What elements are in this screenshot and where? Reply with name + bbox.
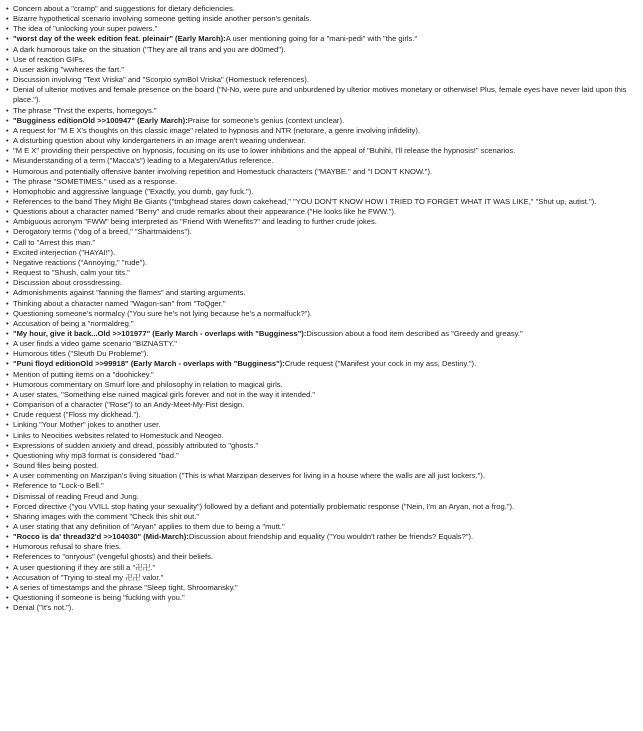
list-item [6,461,637,471]
list-item [6,75,637,85]
item-text: Thinking about a character named "Wagon-san" from "ToQger." [13,298,226,308]
list-item [6,522,637,532]
item-text: The phrase "Trvst the experts, homegoys." [13,105,157,115]
item-text: A dark humorous take on the situation ("They are all trans and you are d00med"). [13,44,286,54]
list-item [6,370,637,380]
list-item [6,563,637,573]
item-text: A user commenting on Marzipan's living situation ("This is what Marzipan deserves for living in a house where the walls are all just lockers."). [13,471,485,481]
item-text: Discussion involving "Text Vriska" and "Scorpio symBol Vriska" (Homestuck references). [13,75,309,85]
list-item [6,238,637,248]
item-text: Humorous and potentially offensive banter involving repetition and Homestuck characters ("MAYBE." and "I DON'T KNOW."). [13,166,433,176]
item-text: Call to "Arrest this man." [13,237,96,247]
item-text: References to the band They Might Be Giants ("tmbghead stares down cakehead," "YOU DON'T KNOW HOW I TRIED TO FORGET WHAT IT WAS LIKE," "Shut up, autist."). [13,196,597,206]
list-item [6,299,637,309]
item-text: A series of timestamps and the phrase "Sleep tight, Shroomansky." [13,582,238,592]
list-item [6,187,637,197]
item-text: A user questioning if they are still a "卍卍." [13,562,156,572]
list-item [6,248,637,258]
item-text: Denial ("It's not."). [13,603,74,613]
item-text: The idea of "unlocking your super powers." [13,24,158,34]
list-item [6,45,637,55]
item-text: References to "onryous" (vengeful ghosts) and their beliefs. [13,552,213,562]
item-text: Expressions of sudden anxiety and dread, possibly attributed to "ghosts." [13,440,259,450]
item-text: Reference to "Lock-o Bell." [13,481,104,491]
list-item [6,573,637,583]
list-item [6,380,637,390]
item-text: Accusation of "Trying to steal my 卍卍 valor." [13,572,164,582]
list-item [6,552,637,562]
list-item [6,431,637,441]
item-text: Links to Neocities websites related to Homestuck and Neogeo. [13,430,224,440]
list-item [6,268,637,278]
list-item [6,177,637,187]
item-text: Crude request ("Floss my dickhead."). [13,410,141,420]
list-item [6,542,637,552]
item-text: "M E X" providing their perspective on hypnosis, focusing on its use to lower inhibitions and the appeal of "Buhihi, I'll release the hypnosis!" scenarios. [13,146,516,156]
list-item [6,217,637,227]
item-text: Sound files being posted. [13,461,99,471]
list-item [6,532,637,542]
list-item [6,106,637,116]
list-item [6,197,637,207]
item-text: Humorous commentary on Smurf lore and philosophy in relation to magical girls. [13,379,283,389]
item-text: The phrase "SOMETIMES." used as a response. [13,176,178,186]
list-item [6,126,637,136]
list-item [6,339,637,349]
list-item [6,136,637,146]
item-text: Discussion about friendship and equality ("You wouldn't rather be friends? Equals?"). [188,532,474,542]
list-item [6,319,637,329]
thread-heading: "worst day of the week edition feat. pleinair" (Early March): [13,34,226,44]
list-item [6,167,637,177]
list-item [6,278,637,288]
item-text: Dismissal of reading Freud and Jung. [13,491,139,501]
item-text: Use of reaction GIFs. [13,54,85,64]
list-item [6,603,637,613]
list-item [6,441,637,451]
list-item [6,156,637,166]
thread-heading: "Rocco is da' thread32'd >>104030" (Mid-March): [13,532,189,542]
item-text: Questioning why mp3 format is considered "bad." [13,450,179,460]
item-text: Questioning if someone is being "fucking with you." [13,593,185,603]
item-text: A disturbing question about why kindergarteners in an image aren't wearing underwear. [13,136,306,146]
item-text: A user stating that any definition of "Aryan" applies to them due to being a "mutt." [13,521,285,531]
list-item [6,583,637,593]
list-item [6,451,637,461]
item-text: Bizarre hypothetical scenario involving someone getting inside another person's genitals. [13,14,312,24]
thread-heading: "Puni floyd editionOld >>99918" (Early March - overlaps with "Bugginess"): [13,359,285,369]
list-item [6,34,637,44]
list-item [6,258,637,268]
list-item [6,329,637,339]
list-item [6,4,637,14]
list-item [6,400,637,410]
list-item [6,359,637,369]
item-text: Discussion about a food item described as "Greedy and greasy." [306,329,523,338]
item-text: Forced directive ("you VVILL stop hating your sexuality") followed by a defiant and potentially problematic response ("Nein, I'm an Aryan, not a frog."). [13,501,515,511]
list-item [6,471,637,481]
item-text: Comparison of a character ("Rose") to an Andy-Meet-My-Fist design. [13,400,245,410]
item-text: Ambiguous acronym "FWW" being interpreted as "Friend With Wenefits?" and leading to further crude jokes. [13,217,377,227]
item-text: Negative reactions ("Annoying," "rude"). [13,257,148,267]
item-text: A request for "M E X's thoughts on this classic image" related to hypnosis and NTR (netorare, a genre involving infidelity). [13,125,420,135]
list-item [6,390,637,400]
list-item [6,410,637,420]
item-text: Humorous titles ("Sleuth Du Probleme"). [13,349,149,359]
item-text: Crude request ("Manifest your cock in my ass, Destiny."). [284,359,477,369]
list-item [6,492,637,502]
list-item [6,420,637,430]
thread-heading: "Bugginess editionOld >>100947" (Early March): [13,115,188,125]
list-item [6,207,637,217]
list-item [6,24,637,34]
item-text: Homophobic and aggressive language ("Exactly, you dumb, gay fuck."). [13,186,254,196]
item-text: Admonishments against "fanning the flames" and starting arguments. [13,288,246,298]
item-text: A user finds a video game scenario "BIZNASTY." [13,339,177,349]
item-text: Questions about a character named "Berry" and crude remarks about their appearance ("He looks like he FWW."). [13,207,397,217]
item-text: Misunderstanding of a term ("Macca's") leading to a Megaten/Atlus reference. [13,156,274,166]
list-item [6,227,637,237]
list-item [6,116,637,126]
item-text: Excited interjection ("HAYAI!"). [13,247,116,257]
summary-list [6,4,637,613]
list-item [6,512,637,522]
item-text: Discussion about crossdressing. [13,278,122,288]
item-text: Request to "Shush, calm your tits." [13,268,130,278]
list-item [6,14,637,24]
item-text: Concern about a "cramp" and suggestions for dietary deficiencies. [13,4,235,13]
item-text: A user asking "wwheres the fart." [13,64,124,74]
list-item [6,593,637,603]
item-text: Accusation of being a "normaldreg." [13,318,134,328]
list-item [6,502,637,512]
list-item [6,65,637,75]
item-text: A user mentioning going for a "mani-pedi" with "the girls." [225,34,418,44]
item-text: Linking "Your Mother" jokes to another user. [13,420,161,430]
item-text: Derogatory terms ("dog of a breed," "Shartmaidens"). [13,227,192,237]
list-item [6,288,637,298]
list-item [6,55,637,65]
list-item [6,481,637,491]
list-item [6,349,637,359]
item-text: A user states, "Something else ruined magical girls forever and not in the way it intended." [13,389,316,399]
item-text: Sharing images with the comment "Check this shit out." [13,511,200,521]
item-text: Praise for someone's genius (context unclear). [187,115,345,125]
item-text: Denial of ulterior motives and female presence on the board ("N-No, were pure and unburdened by ulterior motives monetary or otherwise! Plus, female eyes have never laid upon this place."). [13,85,627,105]
item-text: Mention of putting items on a "doohickey." [13,369,154,379]
list-item [6,309,637,319]
item-text: Questioning someone's normalcy ("You sure he's not lying because he's a normalfuck?"). [13,308,313,318]
thread-heading: "My hour, give it back...Old >>101977" (Early March - overlaps with "Bugginess"): [13,329,307,338]
list-item [6,146,637,156]
item-text: Humorous refusal to share fries. [13,542,122,552]
list-item [6,85,637,105]
